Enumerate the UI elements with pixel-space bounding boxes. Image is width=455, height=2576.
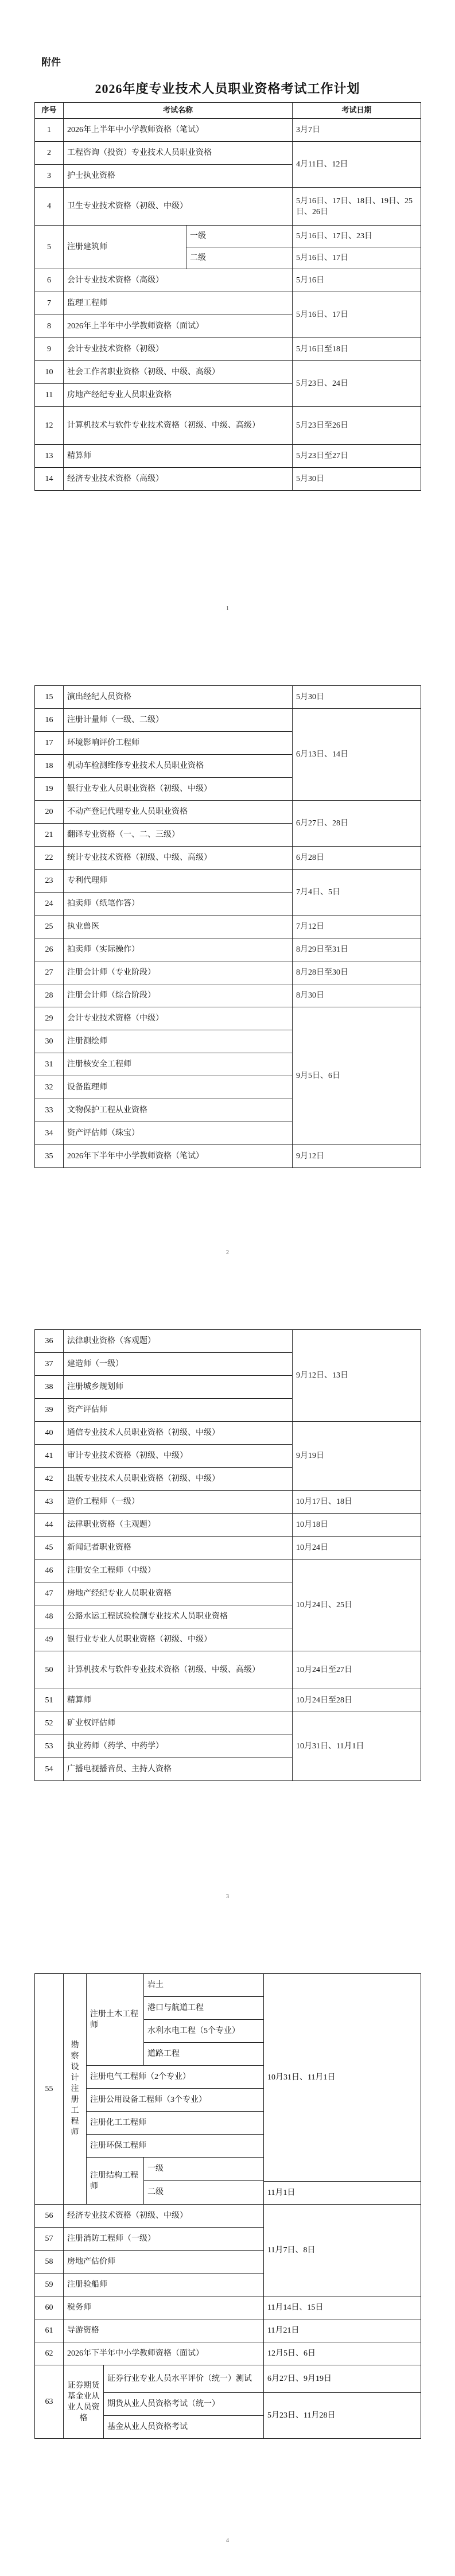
table-row — [35, 801, 421, 824]
table-row — [35, 338, 421, 361]
row-no: 26 — [35, 938, 64, 961]
row-subname: 证券行业专业人员水平评价（统一）测试 — [104, 2365, 264, 2393]
row-no: 6 — [35, 269, 64, 292]
row-name: 环境影响评价工程师 — [64, 732, 293, 755]
row-date: 5月16日、17日、18日、19日、25日、26日 — [293, 188, 421, 226]
row-no: 58 — [35, 2251, 64, 2274]
row-no: 61 — [35, 2319, 64, 2342]
row-name: 设备监理师 — [64, 1076, 293, 1099]
table-row — [35, 142, 421, 165]
table-row — [35, 2296, 421, 2319]
table-row — [35, 1491, 421, 1514]
table-row — [35, 686, 421, 709]
row-no: 31 — [35, 1053, 64, 1076]
row-no: 28 — [35, 984, 64, 1007]
row-date: 6月27日、28日 — [293, 801, 421, 847]
row-no: 36 — [35, 1330, 64, 1353]
row-no: 40 — [35, 1422, 64, 1445]
table-row — [35, 1514, 421, 1537]
table-row — [35, 1651, 421, 1689]
row-no: 52 — [35, 1712, 64, 1735]
row-group: 证券期货基金业从业人员资格 — [64, 2365, 104, 2439]
row-no: 25 — [35, 915, 64, 938]
row-name: 审计专业技术资格（初级、中级） — [64, 1445, 293, 1468]
header-no: 序号 — [35, 103, 64, 119]
row-no: 38 — [35, 1376, 64, 1399]
row-name: 会计专业技术资格（初级） — [64, 338, 293, 361]
row-name: 造价工程师（一级） — [64, 1491, 293, 1514]
table-row — [35, 870, 421, 893]
row-no: 9 — [35, 338, 64, 361]
row-name: 执业药师（药学、中药学） — [64, 1735, 293, 1758]
row-name: 2026年下半年中小学教师资格（笔试） — [64, 1145, 293, 1168]
row-no: 14 — [35, 468, 64, 491]
page-number: 2 — [226, 1250, 229, 1256]
row-date: 9月5日、6日 — [293, 1007, 421, 1145]
table-row — [35, 445, 421, 468]
row-no: 5 — [35, 226, 64, 269]
exam-table-page-3 — [34, 1329, 421, 1781]
row-name: 广播电视播音员、主持人资格 — [64, 1758, 293, 1781]
row-name: 注册消防工程师（一级） — [64, 2228, 264, 2251]
row-no: 2 — [35, 142, 64, 165]
row-name: 注册计量师（一级、二级） — [64, 709, 293, 732]
row-no: 48 — [35, 1605, 64, 1628]
row-subname: 水利水电工程（5个专业） — [144, 2020, 264, 2043]
row-no: 39 — [35, 1399, 64, 1422]
row-name: 资产评估师（珠宝） — [64, 1122, 293, 1145]
row-name: 拍卖师（纸笔作答） — [64, 893, 293, 915]
row-subname: 道路工程 — [144, 2043, 264, 2066]
row-name: 精算师 — [64, 1689, 293, 1712]
row-name: 文物保护工程从业资格 — [64, 1099, 293, 1122]
row-date: 4月11日、12日 — [293, 142, 421, 188]
row-date: 10月17日、18日 — [293, 1491, 421, 1514]
row-name: 注册结构工程师 — [87, 2158, 144, 2205]
row-name: 注册环保工程师 — [87, 2135, 264, 2158]
row-no: 22 — [35, 847, 64, 870]
row-date: 5月23日、11月28日 — [264, 2393, 421, 2439]
row-no: 12 — [35, 407, 64, 445]
row-no: 45 — [35, 1537, 64, 1559]
row-no: 59 — [35, 2274, 64, 2296]
row-date: 10月31日、11月1日 — [264, 1974, 421, 2182]
attachment-label: 附件 — [41, 57, 61, 68]
row-no: 11 — [35, 384, 64, 407]
row-name: 拍卖师（实际操作） — [64, 938, 293, 961]
row-name: 会计专业技术资格（高级） — [64, 269, 293, 292]
row-name: 精算师 — [64, 445, 293, 468]
row-name: 2026年上半年中小学教师资格（笔试） — [64, 119, 293, 142]
row-no: 47 — [35, 1582, 64, 1605]
row-name: 注册测绘师 — [64, 1030, 293, 1053]
row-date: 5月23日至27日 — [293, 445, 421, 468]
row-group: 勘察设计注册工程师 — [64, 1974, 87, 2205]
row-name: 经济专业技术资格（高级） — [64, 468, 293, 491]
row-date: 9月12日、13日 — [293, 1330, 421, 1422]
row-date: 11月21日 — [264, 2319, 421, 2342]
row-no: 20 — [35, 801, 64, 824]
row-name: 银行业专业人员职业资格（初级、中级） — [64, 1628, 293, 1651]
row-name: 机动车检测维修专业技术人员职业资格 — [64, 755, 293, 778]
row-name: 注册核安全工程师 — [64, 1053, 293, 1076]
row-no: 32 — [35, 1076, 64, 1099]
row-no: 24 — [35, 893, 64, 915]
row-name: 建造师（一级） — [64, 1353, 293, 1376]
row-name: 注册安全工程师（中级） — [64, 1559, 293, 1582]
page-number: 3 — [226, 1894, 229, 1900]
exam-table-page-1 — [34, 102, 421, 491]
row-name: 2026年上半年中小学教师资格（面试） — [64, 315, 293, 338]
row-subname: 期货从业人员资格考试（统一） — [104, 2393, 264, 2416]
row-no: 10 — [35, 361, 64, 384]
row-date: 5月16日、17日 — [293, 247, 421, 269]
row-name: 矿业权评估师 — [64, 1712, 293, 1735]
table-row — [35, 292, 421, 315]
exam-table-page-2 — [34, 685, 421, 1168]
row-date: 5月16日 — [293, 269, 421, 292]
row-subname: 港口与航道工程 — [144, 1997, 264, 2020]
row-no: 37 — [35, 1353, 64, 1376]
table-row — [35, 2205, 421, 2228]
row-date: 6月28日 — [293, 847, 421, 870]
header-date: 考试日期 — [293, 103, 421, 119]
table-row — [35, 2365, 421, 2393]
table-row — [35, 961, 421, 984]
row-name: 注册会计师（专业阶段） — [64, 961, 293, 984]
row-name: 计算机技术与软件专业技术资格（初级、中级、高级） — [64, 407, 293, 445]
row-name: 护士执业资格 — [64, 165, 293, 188]
row-no: 16 — [35, 709, 64, 732]
row-subname: 二级 — [144, 2181, 264, 2205]
row-date: 5月16日、17日 — [293, 292, 421, 338]
table-row — [35, 468, 421, 491]
row-name: 专利代理师 — [64, 870, 293, 893]
table-row — [35, 1689, 421, 1712]
row-no: 42 — [35, 1468, 64, 1491]
table-row — [35, 361, 421, 384]
row-name: 注册城乡规划师 — [64, 1376, 293, 1399]
row-subname: 岩土 — [144, 1974, 264, 1997]
table-row — [35, 269, 421, 292]
row-name: 注册公用设备工程师（3个专业） — [87, 2089, 264, 2112]
row-no: 41 — [35, 1445, 64, 1468]
row-date: 5月16日至18日 — [293, 338, 421, 361]
row-no: 4 — [35, 188, 64, 226]
row-date: 8月28日至30日 — [293, 961, 421, 984]
row-no: 55 — [35, 1974, 64, 2205]
page-2 — [0, 644, 455, 1288]
table-row — [35, 2342, 421, 2365]
row-no: 43 — [35, 1491, 64, 1514]
row-no: 13 — [35, 445, 64, 468]
row-date: 12月5日、6日 — [264, 2342, 421, 2365]
row-name: 注册建筑师 — [64, 226, 186, 269]
row-name: 注册验船师 — [64, 2274, 264, 2296]
row-no: 23 — [35, 870, 64, 893]
table-row — [35, 1145, 421, 1168]
row-no: 34 — [35, 1122, 64, 1145]
row-date: 5月23日至26日 — [293, 407, 421, 445]
row-no: 27 — [35, 961, 64, 984]
row-no: 63 — [35, 2365, 64, 2439]
page-title: 2026年度专业技术人员职业资格考试工作计划 — [95, 82, 360, 96]
row-name: 导游资格 — [64, 2319, 264, 2342]
table-row — [35, 1330, 421, 1353]
row-name: 房地产经纪专业人员职业资格 — [64, 1582, 293, 1605]
row-date: 11月7日、8日 — [264, 2205, 421, 2296]
table-row — [35, 709, 421, 732]
row-name: 监理工程师 — [64, 292, 293, 315]
row-date: 11月1日 — [264, 2182, 421, 2205]
row-no: 60 — [35, 2296, 64, 2319]
table-row — [35, 119, 421, 142]
table-row — [35, 1559, 421, 1582]
row-name: 资产评估师 — [64, 1399, 293, 1422]
row-date: 9月19日 — [293, 1422, 421, 1491]
row-name: 翻译专业资格（一、二、三级） — [64, 824, 293, 847]
exam-table-page-4 — [34, 1973, 421, 2439]
row-no: 30 — [35, 1030, 64, 1053]
row-no: 19 — [35, 778, 64, 801]
page-4 — [0, 1932, 455, 2576]
page-number: 4 — [226, 2538, 229, 2544]
row-no: 3 — [35, 165, 64, 188]
row-date: 5月30日 — [293, 686, 421, 709]
row-subname: 一级 — [186, 226, 293, 247]
page-number: 1 — [226, 606, 229, 612]
row-date: 6月27日、9月19日 — [264, 2365, 421, 2393]
table-row — [35, 847, 421, 870]
table-row — [35, 1712, 421, 1735]
row-name: 执业兽医 — [64, 915, 293, 938]
row-no: 54 — [35, 1758, 64, 1781]
page-3 — [0, 1288, 455, 1932]
row-no: 15 — [35, 686, 64, 709]
row-date: 7月12日 — [293, 915, 421, 938]
header-name: 考试名称 — [64, 103, 293, 119]
table-row — [35, 407, 421, 445]
row-name: 演出经纪人员资格 — [64, 686, 293, 709]
row-name: 银行业专业人员职业资格（初级、中级） — [64, 778, 293, 801]
row-name: 不动产登记代理专业人员职业资格 — [64, 801, 293, 824]
row-date: 5月30日 — [293, 468, 421, 491]
row-date: 5月23日、24日 — [293, 361, 421, 407]
row-date: 10月24日至28日 — [293, 1689, 421, 1712]
row-name: 社会工作者职业资格（初级、中级、高级） — [64, 361, 293, 384]
row-name: 通信专业技术人员职业资格（初级、中级） — [64, 1422, 293, 1445]
row-no: 53 — [35, 1735, 64, 1758]
row-no: 49 — [35, 1628, 64, 1651]
row-no: 57 — [35, 2228, 64, 2251]
row-date: 10月24日至27日 — [293, 1651, 421, 1689]
row-date: 10月18日 — [293, 1514, 421, 1537]
table-row — [35, 1974, 421, 1997]
row-no: 29 — [35, 1007, 64, 1030]
row-name: 计算机技术与软件专业技术资格（初级、中级、高级） — [64, 1651, 293, 1689]
row-name: 公路水运工程试验检测专业技术人员职业资格 — [64, 1605, 293, 1628]
row-name: 统计专业技术资格（初级、中级、高级） — [64, 847, 293, 870]
row-no: 62 — [35, 2342, 64, 2365]
table-row — [35, 1422, 421, 1445]
row-name: 经济专业技术资格（初级、中级） — [64, 2205, 264, 2228]
row-name: 法律职业资格（客观题） — [64, 1330, 293, 1353]
row-no: 17 — [35, 732, 64, 755]
row-name: 出版专业技术人员职业资格（初级、中级） — [64, 1468, 293, 1491]
row-name: 会计专业技术资格（中级） — [64, 1007, 293, 1030]
row-subname: 基金从业人员资格考试 — [104, 2416, 264, 2439]
row-name: 法律职业资格（主观题） — [64, 1514, 293, 1537]
table-row — [35, 984, 421, 1007]
row-date: 9月12日 — [293, 1145, 421, 1168]
table-row — [35, 915, 421, 938]
row-date: 11月14日、15日 — [264, 2296, 421, 2319]
table-row — [35, 226, 421, 247]
row-no: 46 — [35, 1559, 64, 1582]
row-name: 注册电气工程师（2个专业） — [87, 2066, 264, 2089]
row-name: 税务师 — [64, 2296, 264, 2319]
table-row — [35, 938, 421, 961]
table-row — [35, 1537, 421, 1559]
row-date: 5月16日、17日、23日 — [293, 226, 421, 247]
table-row — [35, 1007, 421, 1030]
row-subname: 一级 — [144, 2158, 264, 2181]
row-subname: 二级 — [186, 247, 293, 269]
row-no: 18 — [35, 755, 64, 778]
row-name: 房地产经纪专业人员职业资格 — [64, 384, 293, 407]
row-date: 10月24日、25日 — [293, 1559, 421, 1651]
row-no: 50 — [35, 1651, 64, 1689]
row-name: 新闻记者职业资格 — [64, 1537, 293, 1559]
row-date: 8月29日至31日 — [293, 938, 421, 961]
row-date: 6月13日、14日 — [293, 709, 421, 801]
row-no: 21 — [35, 824, 64, 847]
row-name: 卫生专业技术资格（初级、中级） — [64, 188, 293, 226]
row-name: 注册会计师（综合阶段） — [64, 984, 293, 1007]
row-no: 8 — [35, 315, 64, 338]
table-row — [35, 2319, 421, 2342]
row-no: 56 — [35, 2205, 64, 2228]
row-date: 8月30日 — [293, 984, 421, 1007]
row-no: 51 — [35, 1689, 64, 1712]
row-no: 35 — [35, 1145, 64, 1168]
row-no: 1 — [35, 119, 64, 142]
table-header — [35, 103, 421, 119]
row-no: 44 — [35, 1514, 64, 1537]
row-date: 10月31日、11月1日 — [293, 1712, 421, 1781]
row-date: 3月7日 — [293, 119, 421, 142]
table-row — [35, 188, 421, 226]
row-date: 7月4日、5日 — [293, 870, 421, 915]
row-no: 33 — [35, 1099, 64, 1122]
row-date: 10月24日 — [293, 1537, 421, 1559]
row-no: 7 — [35, 292, 64, 315]
row-name: 注册化工工程师 — [87, 2112, 264, 2135]
page-1 — [0, 0, 455, 644]
row-name: 2026年下半年中小学教师资格（面试） — [64, 2342, 264, 2365]
row-name: 房地产估价师 — [64, 2251, 264, 2274]
row-name: 注册土木工程师 — [87, 1974, 144, 2066]
row-name: 工程咨询（投资）专业技术人员职业资格 — [64, 142, 293, 165]
